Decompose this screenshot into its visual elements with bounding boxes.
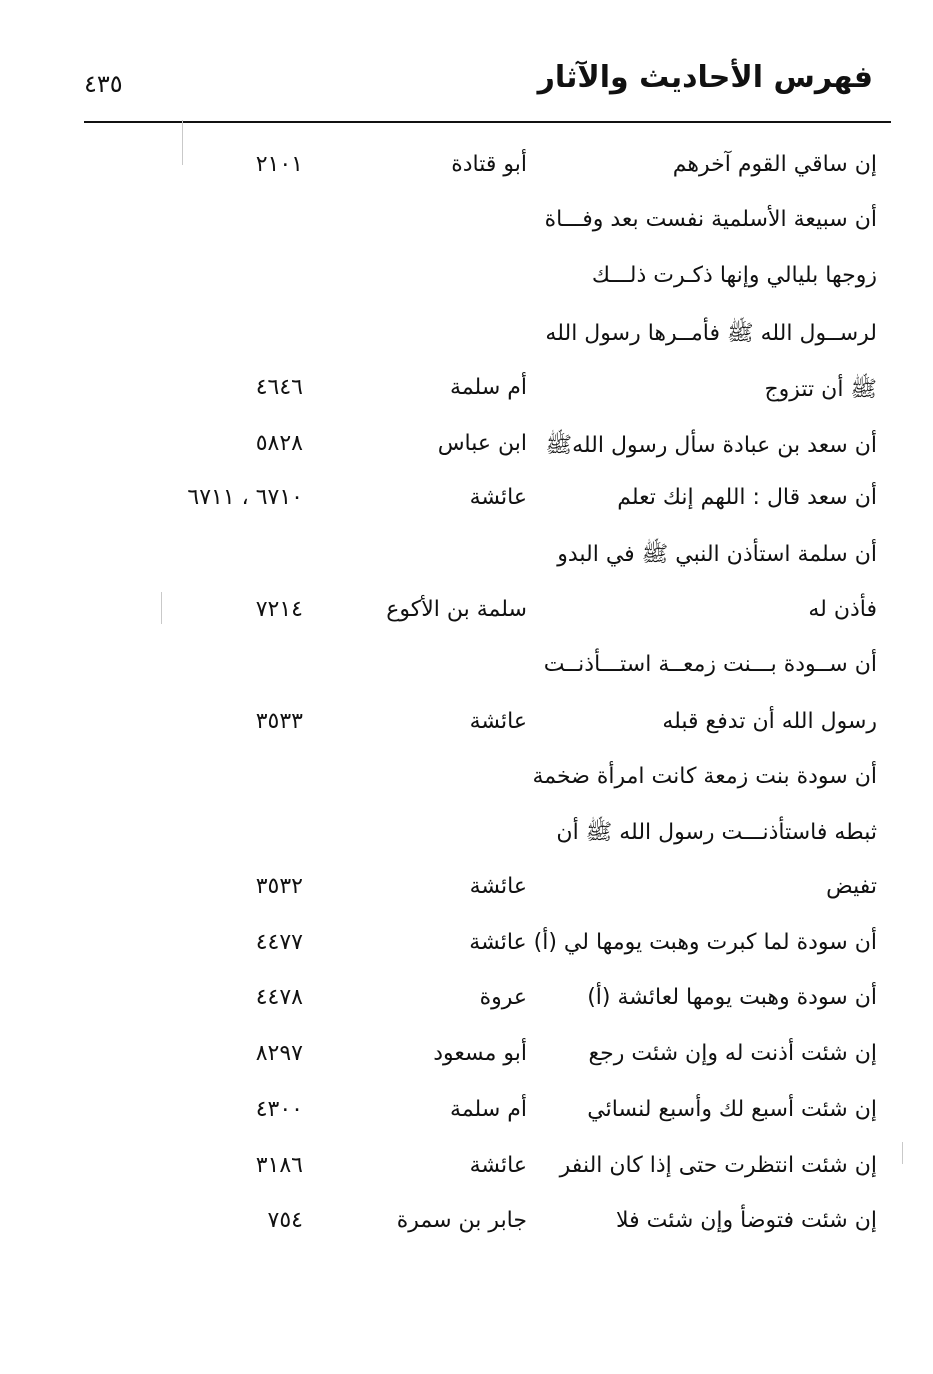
index-row (0, 419, 933, 471)
index-row (0, 307, 933, 359)
hadith-number: ٦٧١٠ ، ٦٧١١ (187, 485, 303, 510)
scan-artifact (182, 120, 183, 165)
hadith-text: زوجها بليالي وإنها ذكـرت ذلـــك (591, 263, 877, 288)
header-divider (84, 121, 891, 123)
index-row (0, 1029, 933, 1081)
narrator: ابن عباس (437, 431, 527, 456)
narrator: عائشة (469, 874, 527, 899)
index-row (0, 973, 933, 1025)
index-row (0, 195, 933, 247)
hadith-text: إن شئت انتظرت حتى إذا كان النفر (559, 1153, 877, 1178)
index-row (0, 1085, 933, 1137)
hadith-text: لرســول الله ﷺ فأمــرها رسول الله (545, 321, 877, 346)
hadith-number: ٣١٨٦ (255, 1153, 303, 1178)
index-row (0, 473, 933, 525)
hadith-text: فأذن له (808, 597, 877, 622)
hadith-number: ٨٢٩٧ (255, 1041, 303, 1066)
narrator: عروة (479, 985, 527, 1010)
hadith-number: ٧٢١٤ (255, 597, 303, 622)
hadith-number: ٣٥٣٢ (255, 874, 303, 899)
hadith-text: أن سودة وهبت يومها لعائشة (أ) (587, 985, 877, 1010)
hadith-text: أن سودة بنت زمعة كانت امرأة ضخمة (532, 764, 877, 789)
page-title: فهرس الأحاديث والآثار (537, 60, 873, 95)
hadith-number: ٢١٠١ (255, 152, 303, 177)
page-number: ٤٣٥ (84, 70, 123, 98)
scan-artifact (161, 592, 162, 624)
index-row (0, 363, 933, 415)
index-row (0, 528, 933, 580)
narrator: عائشة (469, 1153, 527, 1178)
hadith-text: إن شئت أسبع لك وأسبع لنسائي (587, 1097, 877, 1122)
hadith-text: رسول الله أن تدفع قبله (662, 709, 877, 734)
hadith-text: أن سودة لما كبرت وهبت يومها لي (أ) عائشة (469, 930, 877, 955)
hadith-text: أن سبيعة الأسلمية نفست بعد وفـــاة (544, 207, 877, 232)
index-row (0, 585, 933, 637)
hadith-text: أن سعد بن عبادة سأل رسول اللهﷺ (545, 433, 877, 458)
index-row (0, 862, 933, 914)
hadith-text: ﷺ أن تتزوج (764, 377, 877, 402)
index-row (0, 752, 933, 804)
index-row (0, 806, 933, 858)
scan-artifact (902, 1142, 903, 1164)
index-row (0, 1141, 933, 1193)
hadith-number: ٣٥٣٣ (255, 709, 303, 734)
hadith-text: إن ساقي القوم آخرهم (672, 152, 877, 177)
hadith-text: إن شئت أذنت له وإن شئت رجع (588, 1041, 877, 1066)
hadith-text: أن ســودة بـــنت زمعــة استـــأذنــت (543, 652, 877, 677)
hadith-text: إن شئت فتوضأ وإن شئت فلا (615, 1208, 877, 1233)
narrator: أم سلمة (450, 1097, 527, 1122)
hadith-text: ثبطه فاستأذنـــت رسول الله ﷺ أن (556, 820, 877, 845)
hadith-number: ٤٤٧٨ (255, 985, 303, 1010)
narrator: أبو قتادة (451, 152, 527, 177)
narrator: جابر بن سمرة (396, 1208, 527, 1233)
index-row (0, 140, 933, 192)
index-row (0, 640, 933, 692)
hadith-text: أن سلمة استأذن النبي ﷺ في البدو (557, 542, 877, 567)
index-row (0, 251, 933, 303)
narrator: أم سلمة (450, 375, 527, 400)
index-row (0, 1196, 933, 1248)
hadith-number: ٤٤٧٧ (255, 930, 303, 955)
narrator: عائشة (469, 709, 527, 734)
hadith-text: أن سعد قال : اللهم إنك تعلم (617, 485, 877, 510)
index-row (0, 697, 933, 749)
hadith-text: تفيض (826, 874, 877, 899)
hadith-number: ٤٦٤٦ (255, 375, 303, 400)
narrator: أبو مسعود (433, 1041, 527, 1066)
hadith-number: ٤٣٠٠ (255, 1097, 303, 1122)
hadith-number: ٥٨٢٨ (255, 431, 303, 456)
index-row (0, 918, 933, 970)
narrator: عائشة (469, 485, 527, 510)
narrator: سلمة بن الأكوع (386, 597, 527, 622)
hadith-number: ٧٥٤ (267, 1208, 303, 1233)
